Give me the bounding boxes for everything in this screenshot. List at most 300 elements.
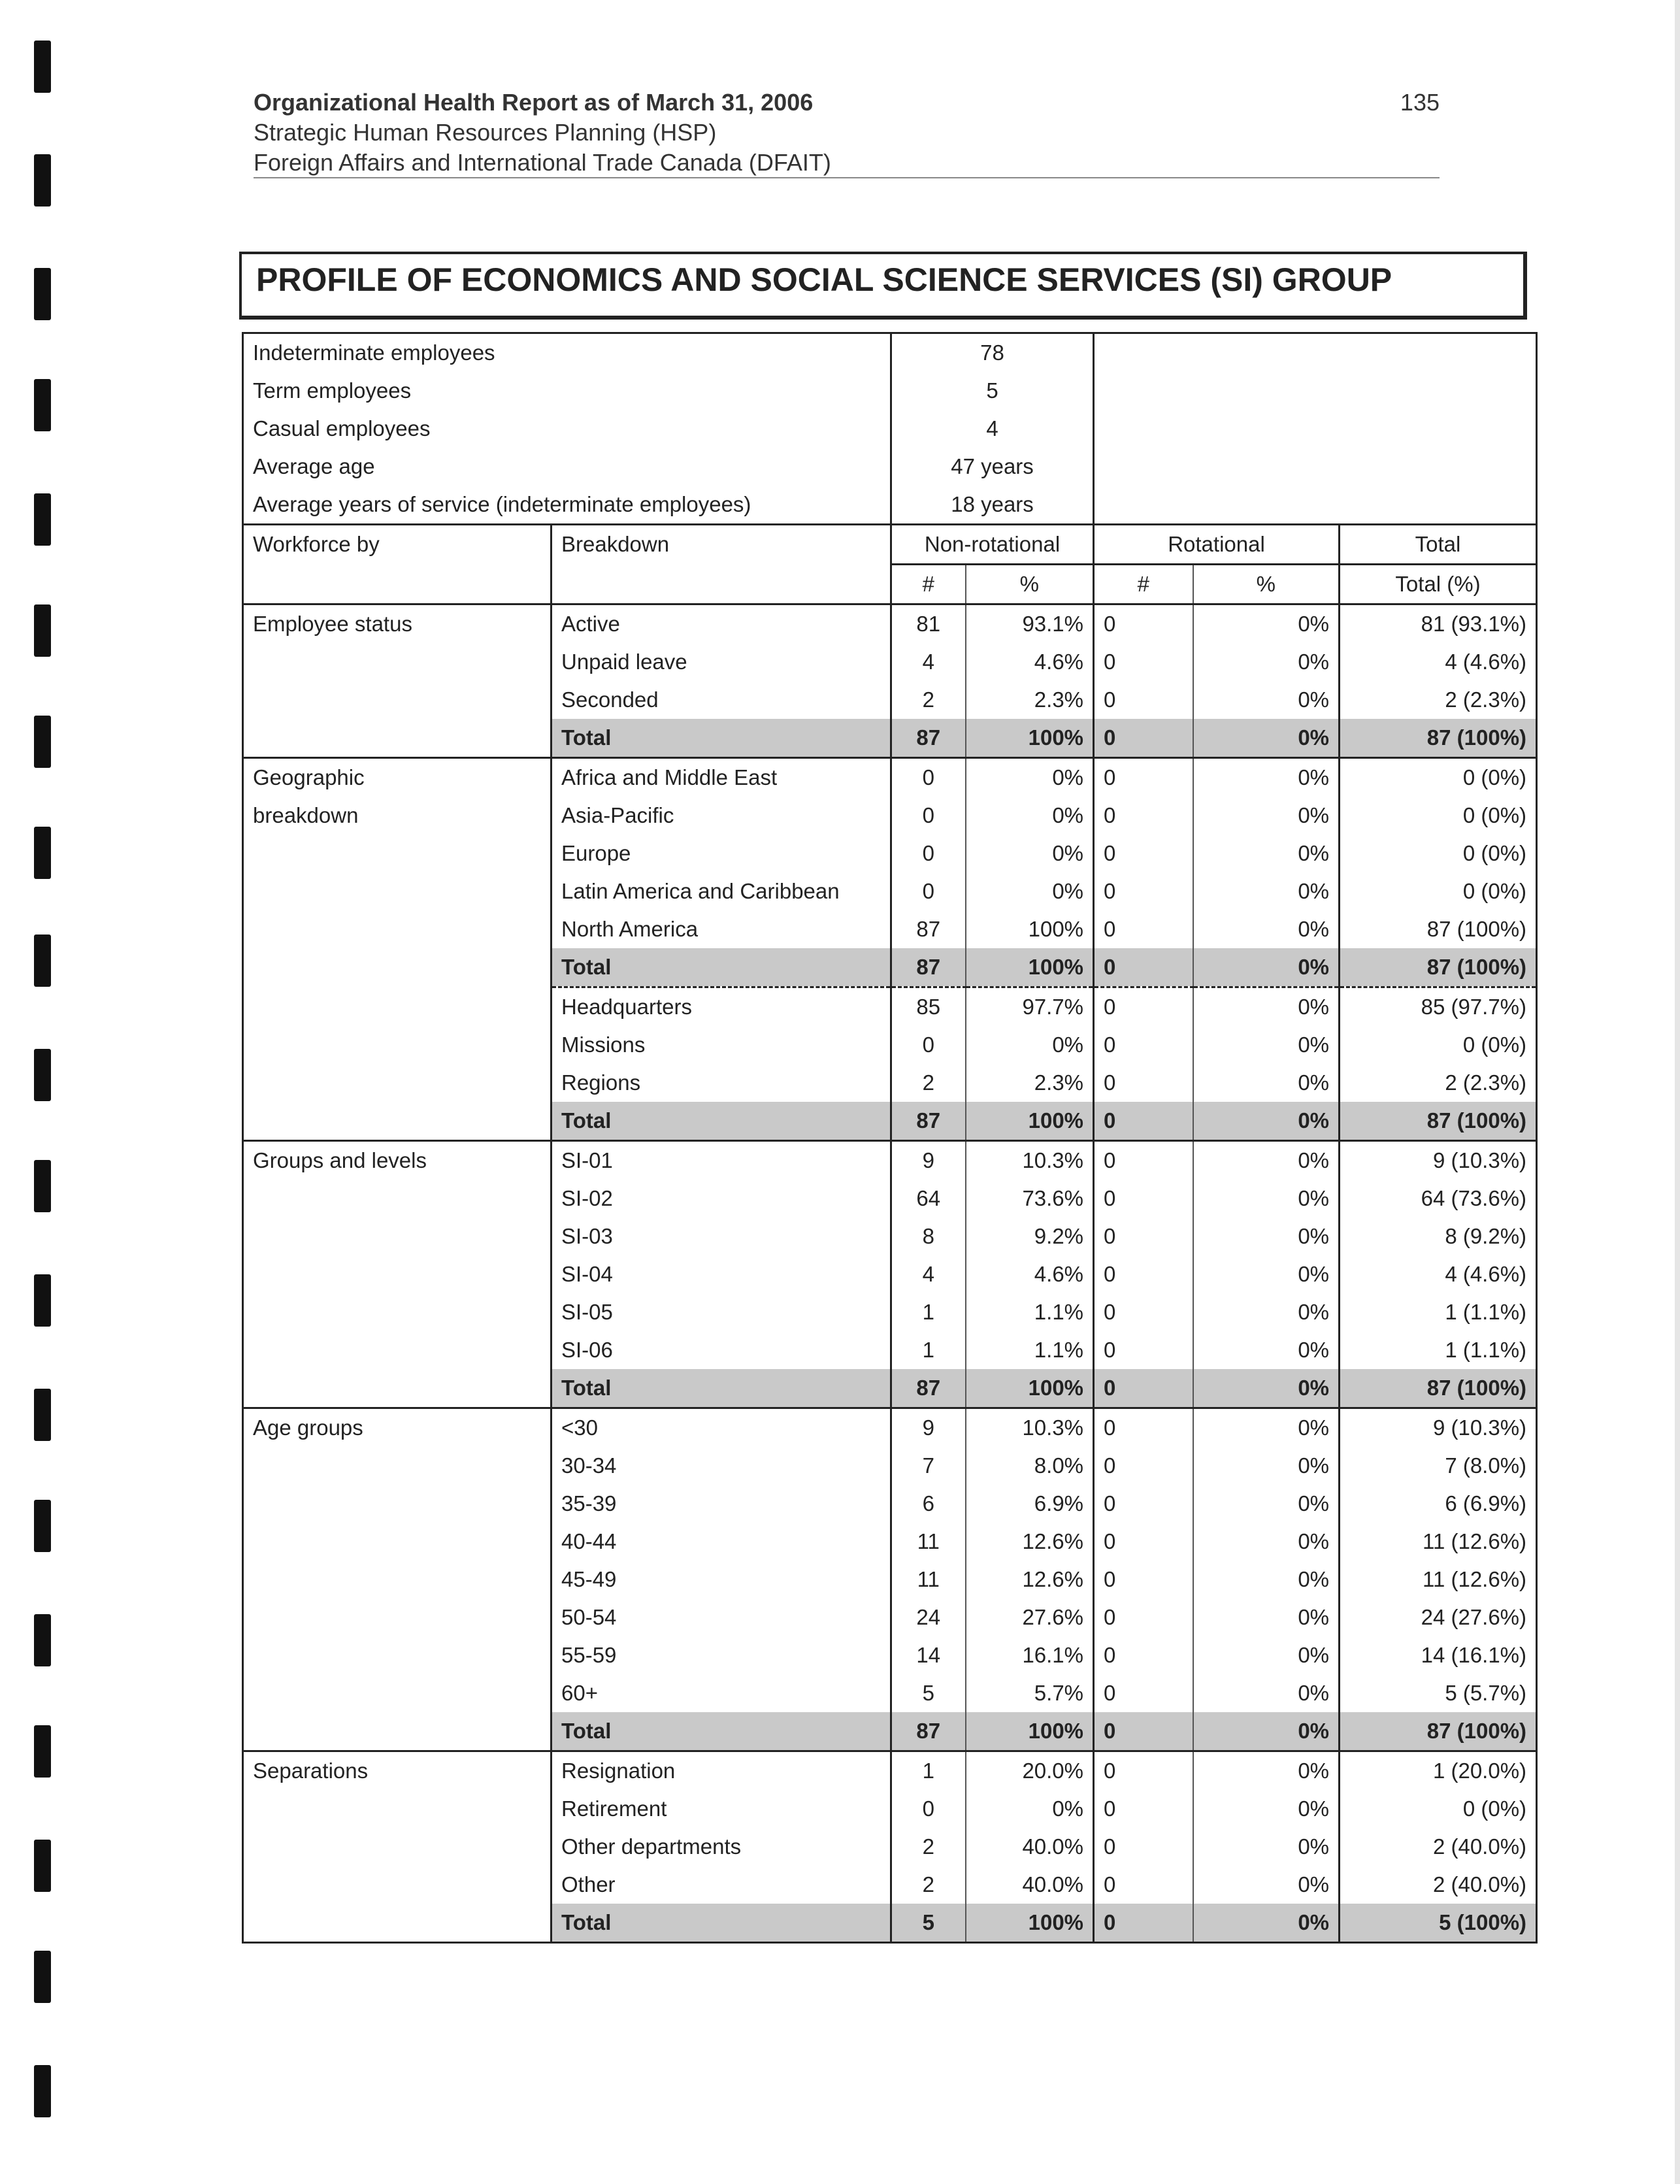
summary-label: Term employees (243, 372, 891, 410)
punch-hole (34, 716, 51, 768)
section-label-blank (243, 910, 552, 948)
punch-hole (34, 268, 51, 320)
punch-hole (34, 1725, 51, 1778)
breakdown-cell: 35-39 (552, 1485, 891, 1523)
section-title-box (239, 252, 1527, 320)
nonrot-pct-cell: 100% (966, 910, 1094, 948)
rot-num-cell: 0 (1094, 1712, 1193, 1751)
rot-pct-cell: 0% (1193, 1141, 1340, 1180)
nonrot-num-cell: 0 (891, 797, 966, 835)
total-cell: 1 (20.0%) (1340, 1751, 1537, 1791)
breakdown-cell: SI-05 (552, 1293, 891, 1331)
rot-num-cell: 0 (1094, 1561, 1193, 1598)
table-row (243, 835, 1537, 872)
rot-num-cell: 0 (1094, 1293, 1193, 1331)
nonrot-num-cell: 0 (891, 872, 966, 910)
rot-pct-cell: 0% (1193, 1598, 1340, 1636)
total-cell: 8 (9.2%) (1340, 1217, 1537, 1255)
nonrot-pct-cell: 10.3% (966, 1408, 1094, 1448)
report-title: Organizational Health Report as of March 31, 2006 (254, 89, 814, 116)
breakdown-cell: Asia-Pacific (552, 797, 891, 835)
rot-num-cell: 0 (1094, 719, 1193, 758)
punch-hole (34, 1160, 51, 1212)
breakdown-cell: SI-02 (552, 1180, 891, 1217)
rot-num-cell: 0 (1094, 987, 1193, 1027)
nonrot-num-cell: 87 (891, 1369, 966, 1408)
punch-hole (34, 1614, 51, 1666)
rot-pct-cell: 0% (1193, 1751, 1340, 1791)
nonrot-pct-cell: 2.3% (966, 681, 1094, 719)
total-cell: 87 (100%) (1340, 1712, 1537, 1751)
total-cell: 24 (27.6%) (1340, 1598, 1537, 1636)
section-label-blank (243, 1217, 552, 1255)
rot-num-cell: 0 (1094, 604, 1193, 644)
rot-num-cell: 0 (1094, 1408, 1193, 1448)
nonrot-pct-cell: 12.6% (966, 1523, 1094, 1561)
rot-num-cell: 0 (1094, 948, 1193, 987)
total-cell: 87 (100%) (1340, 1102, 1537, 1141)
summary-label: Average age (243, 448, 891, 486)
table-row (243, 1141, 1537, 1180)
nonrot-pct-cell: 16.1% (966, 1636, 1094, 1674)
punch-hole (34, 41, 51, 93)
report-subtitle-2: Foreign Affairs and International Trade Canada (DFAIT) (254, 149, 831, 176)
summary-value: 5 (891, 372, 1094, 410)
breakdown-cell: 55-59 (552, 1636, 891, 1674)
nonrot-pct-cell: 93.1% (966, 604, 1094, 644)
table-row (243, 1217, 1537, 1255)
rot-pct-cell: 0% (1193, 1369, 1340, 1408)
rot-pct-cell: 0% (1193, 872, 1340, 910)
nonrot-num-cell: 87 (891, 910, 966, 948)
col-nonrot-num: # (891, 565, 966, 604)
rot-num-cell: 0 (1094, 1523, 1193, 1561)
col-non-rotational: Non-rotational (891, 525, 1094, 565)
nonrot-pct-cell: 0% (966, 1790, 1094, 1828)
nonrot-num-cell: 2 (891, 1866, 966, 1904)
section-label-blank (243, 1523, 552, 1561)
rot-num-cell: 0 (1094, 1485, 1193, 1523)
rot-pct-cell: 0% (1193, 1180, 1340, 1217)
section-label-blank (243, 1447, 552, 1485)
section-label-blank (243, 1598, 552, 1636)
total-cell: 5 (5.7%) (1340, 1674, 1537, 1712)
total-cell: 2 (2.3%) (1340, 681, 1537, 719)
breakdown-cell: Total (552, 948, 891, 987)
section-label: Groups and levels (243, 1141, 552, 1180)
rot-pct-cell: 0% (1193, 758, 1340, 797)
rot-pct-cell: 0% (1193, 835, 1340, 872)
nonrot-num-cell: 1 (891, 1331, 966, 1369)
rot-num-cell: 0 (1094, 1331, 1193, 1369)
section-label: Geographic (243, 758, 552, 797)
nonrot-pct-cell: 100% (966, 1904, 1094, 1943)
section-title: PROFILE OF ECONOMICS AND SOCIAL SCIENCE SERVICES (SI) GROUP (256, 261, 1392, 298)
rot-pct-cell: 0% (1193, 719, 1340, 758)
nonrot-pct-cell: 9.2% (966, 1217, 1094, 1255)
breakdown-cell: SI-03 (552, 1217, 891, 1255)
total-cell: 0 (0%) (1340, 835, 1537, 872)
rot-num-cell: 0 (1094, 872, 1193, 910)
nonrot-pct-cell: 0% (966, 797, 1094, 835)
nonrot-pct-cell: 100% (966, 719, 1094, 758)
punch-hole (34, 154, 51, 207)
section-label: Age groups (243, 1408, 552, 1448)
rot-pct-cell: 0% (1193, 1447, 1340, 1485)
punch-hole (34, 1389, 51, 1441)
page-edge (1675, 0, 1680, 2184)
punch-hole (34, 935, 51, 987)
column-header-row (243, 525, 1537, 565)
table-row (243, 1790, 1537, 1828)
table-row (243, 872, 1537, 910)
total-cell: 9 (10.3%) (1340, 1141, 1537, 1180)
nonrot-pct-cell: 100% (966, 1102, 1094, 1141)
summary-value: 47 years (891, 448, 1094, 486)
nonrot-num-cell: 0 (891, 1026, 966, 1064)
rot-pct-cell: 0% (1193, 1636, 1340, 1674)
breakdown-cell: Active (552, 604, 891, 644)
section-label-blank (243, 1828, 552, 1866)
table-row (243, 1255, 1537, 1293)
breakdown-cell: Regions (552, 1064, 891, 1102)
total-cell: 87 (100%) (1340, 1369, 1537, 1408)
breakdown-cell: Seconded (552, 681, 891, 719)
breakdown-cell: Total (552, 1712, 891, 1751)
col-total: Total (1340, 525, 1537, 565)
breakdown-cell: SI-04 (552, 1255, 891, 1293)
breakdown-cell: Total (552, 1904, 891, 1943)
rot-num-cell: 0 (1094, 643, 1193, 681)
rot-pct-cell: 0% (1193, 1904, 1340, 1943)
nonrot-num-cell: 0 (891, 835, 966, 872)
section-label-blank (243, 1369, 552, 1408)
total-cell: 4 (4.6%) (1340, 643, 1537, 681)
rot-num-cell: 0 (1094, 1141, 1193, 1180)
summary-label: Average years of service (indeterminate employees) (243, 486, 891, 525)
punch-hole (34, 1840, 51, 1892)
page-number: 135 (1400, 89, 1440, 116)
rot-pct-cell: 0% (1193, 1790, 1340, 1828)
section-label-blank (243, 1904, 552, 1943)
nonrot-pct-cell: 12.6% (966, 1561, 1094, 1598)
table-row (243, 1636, 1537, 1674)
nonrot-num-cell: 64 (891, 1180, 966, 1217)
total-cell: 5 (100%) (1340, 1904, 1537, 1943)
nonrot-pct-cell: 100% (966, 948, 1094, 987)
nonrot-pct-cell: 0% (966, 758, 1094, 797)
report-header (254, 89, 1440, 179)
table-row (243, 1561, 1537, 1598)
rot-num-cell: 0 (1094, 1751, 1193, 1791)
section-label: Separations (243, 1751, 552, 1791)
nonrot-pct-cell: 0% (966, 1026, 1094, 1064)
nonrot-num-cell: 24 (891, 1598, 966, 1636)
nonrot-pct-cell: 2.3% (966, 1064, 1094, 1102)
nonrot-num-cell: 4 (891, 1255, 966, 1293)
table-row (243, 910, 1537, 948)
rot-pct-cell: 0% (1193, 1255, 1340, 1293)
breakdown-cell: 60+ (552, 1674, 891, 1712)
rot-num-cell: 0 (1094, 1447, 1193, 1485)
section-label-blank (243, 1293, 552, 1331)
rot-num-cell: 0 (1094, 910, 1193, 948)
table-row (243, 987, 1537, 1027)
nonrot-pct-cell: 20.0% (966, 1751, 1094, 1791)
nonrot-num-cell: 1 (891, 1751, 966, 1791)
section-label-blank (243, 1064, 552, 1102)
nonrot-pct-cell: 1.1% (966, 1293, 1094, 1331)
col-rot-num: # (1094, 565, 1193, 604)
section-label-blank (243, 1255, 552, 1293)
total-cell: 85 (97.7%) (1340, 987, 1537, 1027)
total-cell: 1 (1.1%) (1340, 1293, 1537, 1331)
section-label-blank (243, 1180, 552, 1217)
nonrot-pct-cell: 100% (966, 1369, 1094, 1408)
section-label: Employee status (243, 604, 552, 644)
rot-num-cell: 0 (1094, 1904, 1193, 1943)
section-label-blank (243, 1790, 552, 1828)
breakdown-cell: SI-06 (552, 1331, 891, 1369)
rot-pct-cell: 0% (1193, 1674, 1340, 1712)
nonrot-pct-cell: 6.9% (966, 1485, 1094, 1523)
col-breakdown: Breakdown (552, 525, 891, 604)
breakdown-cell: Missions (552, 1026, 891, 1064)
rot-num-cell: 0 (1094, 1866, 1193, 1904)
section-label-blank (243, 1866, 552, 1904)
report-subtitle-1: Strategic Human Resources Planning (HSP) (254, 119, 717, 146)
rot-pct-cell: 0% (1193, 681, 1340, 719)
section-label-blank (243, 1102, 552, 1141)
total-cell: 0 (0%) (1340, 872, 1537, 910)
rot-num-cell: 0 (1094, 835, 1193, 872)
nonrot-num-cell: 4 (891, 643, 966, 681)
total-cell: 4 (4.6%) (1340, 1255, 1537, 1293)
nonrot-num-cell: 0 (891, 758, 966, 797)
breakdown-cell: Resignation (552, 1751, 891, 1791)
breakdown-cell: <30 (552, 1408, 891, 1448)
rot-pct-cell: 0% (1193, 1331, 1340, 1369)
breakdown-cell: Other departments (552, 1828, 891, 1866)
section-label-blank (243, 872, 552, 910)
rot-num-cell: 0 (1094, 1636, 1193, 1674)
summary-blank (1094, 333, 1537, 525)
total-cell: 11 (12.6%) (1340, 1561, 1537, 1598)
breakdown-cell: 45-49 (552, 1561, 891, 1598)
col-rotational: Rotational (1094, 525, 1340, 565)
table-row (243, 1447, 1537, 1485)
rot-num-cell: 0 (1094, 1255, 1193, 1293)
breakdown-cell: Retirement (552, 1790, 891, 1828)
nonrot-pct-cell: 0% (966, 872, 1094, 910)
table-row (243, 797, 1537, 835)
nonrot-pct-cell: 97.7% (966, 987, 1094, 1027)
total-cell: 11 (12.6%) (1340, 1523, 1537, 1561)
summary-value: 4 (891, 410, 1094, 448)
punch-hole (34, 827, 51, 879)
total-cell: 2 (2.3%) (1340, 1064, 1537, 1102)
rot-num-cell: 0 (1094, 1102, 1193, 1141)
table-row (243, 1598, 1537, 1636)
section-label-blank (243, 1636, 552, 1674)
rot-pct-cell: 0% (1193, 1866, 1340, 1904)
table-row (243, 1331, 1537, 1369)
nonrot-num-cell: 9 (891, 1141, 966, 1180)
nonrot-num-cell: 1 (891, 1293, 966, 1331)
rot-num-cell: 0 (1094, 1026, 1193, 1064)
rot-pct-cell: 0% (1193, 1828, 1340, 1866)
total-cell: 7 (8.0%) (1340, 1447, 1537, 1485)
rot-pct-cell: 0% (1193, 948, 1340, 987)
total-cell: 64 (73.6%) (1340, 1180, 1537, 1217)
table-row (243, 1523, 1537, 1561)
table-row (243, 1293, 1537, 1331)
total-cell: 2 (40.0%) (1340, 1828, 1537, 1866)
nonrot-num-cell: 14 (891, 1636, 966, 1674)
punch-hole (34, 1500, 51, 1552)
rot-num-cell: 0 (1094, 1598, 1193, 1636)
rot-num-cell: 0 (1094, 1790, 1193, 1828)
section-label-blank (243, 835, 552, 872)
breakdown-cell: Total (552, 1102, 891, 1141)
nonrot-num-cell: 11 (891, 1523, 966, 1561)
rot-num-cell: 0 (1094, 1674, 1193, 1712)
punch-hole (34, 493, 51, 546)
breakdown-cell: SI-01 (552, 1141, 891, 1180)
rot-pct-cell: 0% (1193, 987, 1340, 1027)
nonrot-num-cell: 5 (891, 1904, 966, 1943)
total-cell: 87 (100%) (1340, 910, 1537, 948)
table-row (243, 643, 1537, 681)
breakdown-cell: Other (552, 1866, 891, 1904)
summary-value: 18 years (891, 486, 1094, 525)
rot-pct-cell: 0% (1193, 1217, 1340, 1255)
breakdown-cell: Europe (552, 835, 891, 872)
nonrot-num-cell: 81 (891, 604, 966, 644)
rot-num-cell: 0 (1094, 1064, 1193, 1102)
nonrot-num-cell: 11 (891, 1561, 966, 1598)
nonrot-pct-cell: 4.6% (966, 1255, 1094, 1293)
table-row (243, 604, 1537, 644)
breakdown-cell: Latin America and Caribbean (552, 872, 891, 910)
col-nonrot-pct: % (966, 565, 1094, 604)
punch-hole (34, 2065, 51, 2117)
total-row (243, 1712, 1537, 1751)
nonrot-num-cell: 87 (891, 719, 966, 758)
rot-pct-cell: 0% (1193, 1026, 1340, 1064)
col-total-pct: Total (%) (1340, 565, 1537, 604)
summary-label: Casual employees (243, 410, 891, 448)
section-label-blank (243, 1674, 552, 1712)
total-cell: 0 (0%) (1340, 797, 1537, 835)
breakdown-cell: 40-44 (552, 1523, 891, 1561)
table-row (243, 758, 1537, 797)
section-label-blank (243, 681, 552, 719)
section-label-blank (243, 643, 552, 681)
rot-pct-cell: 0% (1193, 1064, 1340, 1102)
total-cell: 6 (6.9%) (1340, 1485, 1537, 1523)
rot-pct-cell: 0% (1193, 643, 1340, 681)
breakdown-cell: 50-54 (552, 1598, 891, 1636)
total-cell: 81 (93.1%) (1340, 604, 1537, 644)
nonrot-num-cell: 87 (891, 948, 966, 987)
total-cell: 0 (0%) (1340, 1790, 1537, 1828)
nonrot-pct-cell: 0% (966, 835, 1094, 872)
section-label-line2: breakdown (243, 797, 552, 835)
section-label-blank (243, 1026, 552, 1064)
section-label-blank (243, 987, 552, 1027)
punch-hole (34, 1951, 51, 2003)
breakdown-cell: 30-34 (552, 1447, 891, 1485)
rot-pct-cell: 0% (1193, 1523, 1340, 1561)
rot-num-cell: 0 (1094, 1369, 1193, 1408)
table-row (243, 1828, 1537, 1866)
col-rot-pct: % (1193, 565, 1340, 604)
table-row (243, 1064, 1537, 1102)
total-cell: 0 (0%) (1340, 1026, 1537, 1064)
total-row (243, 719, 1537, 758)
rot-pct-cell: 0% (1193, 910, 1340, 948)
section-label-blank (243, 719, 552, 758)
total-row (243, 1102, 1537, 1141)
summary-label: Indeterminate employees (243, 333, 891, 372)
section-label-blank (243, 948, 552, 987)
nonrot-num-cell: 6 (891, 1485, 966, 1523)
col-workforce-by: Workforce by (243, 525, 552, 604)
nonrot-pct-cell: 5.7% (966, 1674, 1094, 1712)
rot-pct-cell: 0% (1193, 1293, 1340, 1331)
breakdown-cell: Total (552, 1369, 891, 1408)
nonrot-num-cell: 87 (891, 1712, 966, 1751)
nonrot-pct-cell: 100% (966, 1712, 1094, 1751)
nonrot-pct-cell: 27.6% (966, 1598, 1094, 1636)
total-cell: 9 (10.3%) (1340, 1408, 1537, 1448)
nonrot-num-cell: 85 (891, 987, 966, 1027)
table-row (243, 1408, 1537, 1448)
nonrot-pct-cell: 73.6% (966, 1180, 1094, 1217)
breakdown-cell: North America (552, 910, 891, 948)
punch-hole (34, 379, 51, 431)
table-row (243, 1026, 1537, 1064)
total-cell: 1 (1.1%) (1340, 1331, 1537, 1369)
nonrot-num-cell: 7 (891, 1447, 966, 1485)
rot-pct-cell: 0% (1193, 604, 1340, 644)
rot-pct-cell: 0% (1193, 1408, 1340, 1448)
nonrot-num-cell: 2 (891, 1064, 966, 1102)
section-label-blank (243, 1561, 552, 1598)
nonrot-num-cell: 0 (891, 1790, 966, 1828)
table-row (243, 1674, 1537, 1712)
breakdown-cell: Unpaid leave (552, 643, 891, 681)
nonrot-pct-cell: 10.3% (966, 1141, 1094, 1180)
table-row (243, 1180, 1537, 1217)
section-label-blank (243, 1485, 552, 1523)
rot-pct-cell: 0% (1193, 797, 1340, 835)
table-row (243, 681, 1537, 719)
total-row (243, 1369, 1537, 1408)
nonrot-num-cell: 9 (891, 1408, 966, 1448)
breakdown-cell: Africa and Middle East (552, 758, 891, 797)
breakdown-cell: Total (552, 719, 891, 758)
section-label-blank (243, 1712, 552, 1751)
total-cell: 14 (16.1%) (1340, 1636, 1537, 1674)
nonrot-num-cell: 5 (891, 1674, 966, 1712)
breakdown-cell: Headquarters (552, 987, 891, 1027)
nonrot-pct-cell: 40.0% (966, 1866, 1094, 1904)
summary-row (243, 333, 1537, 372)
nonrot-pct-cell: 40.0% (966, 1828, 1094, 1866)
rot-pct-cell: 0% (1193, 1561, 1340, 1598)
